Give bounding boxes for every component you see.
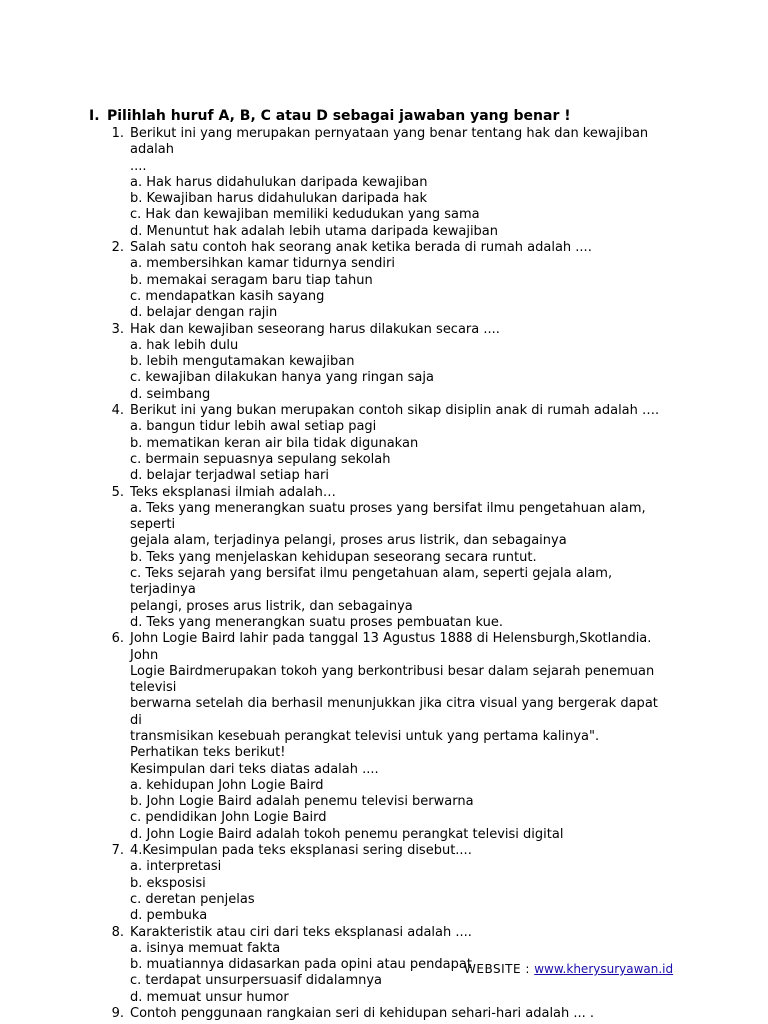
answer-option: d. belajar terjadwal setiap hari [130, 468, 330, 484]
answer-option: c. mendapatkan kasih sayang [130, 288, 325, 304]
question-text: .... [130, 158, 147, 174]
answer-option: a. hak lebih dulu [130, 337, 239, 353]
question-item [0, 1006, 670, 1022]
question-number: 2. [111, 240, 124, 256]
answer-option: gejala alam, terjadinya pelangi, proses arus listrik, dan sebagainya [130, 533, 567, 549]
question-number: 3. [111, 321, 124, 337]
answer-option: b. memakai seragam baru tiap tahun [130, 272, 373, 288]
answer-option: a. membersihkan kamar tidurnya sendiri [130, 256, 395, 272]
answer-option: d. memuat unsur humor [130, 989, 289, 1005]
question-text: Karakteristik atau ciri dari teks eksplanasi adalah .... [130, 924, 472, 940]
question-text: Perhatikan teks berikut! [130, 745, 286, 761]
website-link[interactable]: www.kherysuryawan.id [534, 962, 674, 976]
answer-option: c. terdapat unsurpersuasif didalamnya [130, 973, 383, 989]
answer-option: c. pendidikan John Logie Baird [130, 810, 327, 826]
answer-option: d. Teks yang menerangkan suatu proses pembuatan kue. [130, 614, 503, 630]
answer-option: b. John Logie Baird adalah penemu televisi berwarna [130, 794, 474, 810]
question-text: Salah satu contoh hak seorang anak ketika berada di rumah adalah .... [130, 240, 592, 256]
answer-option: a. isinya memuat fakta [130, 940, 281, 956]
question-number: 5. [111, 484, 124, 500]
answer-option: b. mematikan keran air bila tidak digunakan [130, 435, 419, 451]
answer-option: c. Hak dan kewajiban memiliki kedudukan yang sama [130, 207, 480, 223]
answer-option: a. kehidupan John Logie Baird [130, 777, 324, 793]
question-item [0, 322, 670, 403]
question-text: transmisikan kesebuah perangkat televisi untuk yang pertama kalinya". [130, 728, 600, 744]
answer-option: c. bermain sepuasnya sepulang sekolah [130, 451, 391, 467]
answer-option: d. pembuka [130, 908, 208, 924]
answer-option: d. belajar dengan rajin [130, 305, 278, 321]
footer-website-label: WEBSITE : [464, 962, 535, 976]
question-text: Kesimpulan dari teks diatas adalah .... [130, 761, 379, 777]
question-item [0, 126, 670, 240]
question-number: 1. [111, 126, 124, 141]
answer-option: b. Kewajiban harus didahulukan daripada hak [130, 191, 428, 207]
footer [464, 961, 673, 977]
answer-option: a. Teks yang menerangkan suatu proses yang bersifat ilmu pengetahuan alam, seperti [130, 500, 646, 533]
answer-option: b. muatiannya didasarkan pada opini atau pendapat [130, 957, 472, 973]
question-text: 4.Kesimpulan pada teks eksplanasi sering disebut.... [130, 843, 472, 859]
question-item [0, 485, 670, 632]
answer-option: d. John Logie Baird adalah tokoh penemu perangkat televisi digital [130, 826, 564, 842]
question-list [0, 126, 768, 1022]
question-number: 8. [111, 924, 124, 940]
question-item [0, 240, 670, 321]
question-text: Berikut ini yang merupakan pernyataan yang benar tentang hak dan kewajiban adalah [130, 126, 649, 158]
section-title: Pilihlah huruf A, B, C atau D sebagai jawaban yang benar ! [107, 108, 571, 124]
question-item [0, 631, 670, 843]
answer-option: b. eksposisi [130, 875, 206, 891]
answer-option: b. Teks yang menjelaskan kehidupan seseorang secara runtut. [130, 549, 537, 565]
question-text: Hak dan kewajiban seseorang harus dilakukan secara .... [130, 321, 500, 337]
section-roman-numeral: I. [89, 108, 100, 124]
question-number: 7. [111, 843, 124, 859]
question-text: Logie Bairdmerupakan tokoh yang berkontribusi besar dalam sejarah penemuan televisi [130, 663, 655, 696]
question-number: 4. [111, 403, 124, 419]
question-text: berwarna setelah dia berhasil menunjukkan jika citra visual yang bergerak dapat di [130, 696, 658, 728]
question-text: Contoh penggunaan rangkaian seri di kehidupan sehari-hari adalah ... . [130, 1006, 595, 1022]
section-heading [89, 108, 571, 125]
answer-option: a. bangun tidur lebih awal setiap pagi [130, 419, 377, 435]
answer-option: c. deretan penjelas [130, 891, 255, 907]
answer-option: d. seimbang [130, 386, 211, 402]
answer-option: c. kewajiban dilakukan hanya yang ringan saja [130, 370, 434, 386]
answer-option: a. Hak harus didahulukan daripada kewajiban [130, 174, 428, 190]
answer-option: c. Teks sejarah yang bersifat ilmu pengetahuan alam, seperti gejala alam, terjadinya [130, 566, 613, 598]
question-item [0, 403, 670, 484]
question-number: 6. [111, 631, 124, 647]
answer-option: pelangi, proses arus listrik, dan sebagainya [130, 598, 413, 614]
answer-option: a. interpretasi [130, 859, 222, 875]
answer-option: d. Menuntut hak adalah lebih utama daripada kewajiban [130, 223, 499, 239]
question-text: Teks eksplanasi ilmiah adalah… [130, 484, 336, 500]
question-text: John Logie Baird lahir pada tanggal 13 Agustus 1888 di Helensburgh,Skotlandia. John [130, 631, 652, 663]
answer-option: b. lebih mengutamakan kewajiban [130, 354, 355, 370]
question-number: 9. [111, 1006, 124, 1022]
question-item [0, 843, 670, 924]
question-text: Berikut ini yang bukan merupakan contoh sikap disiplin anak di rumah adalah …. [130, 403, 660, 419]
